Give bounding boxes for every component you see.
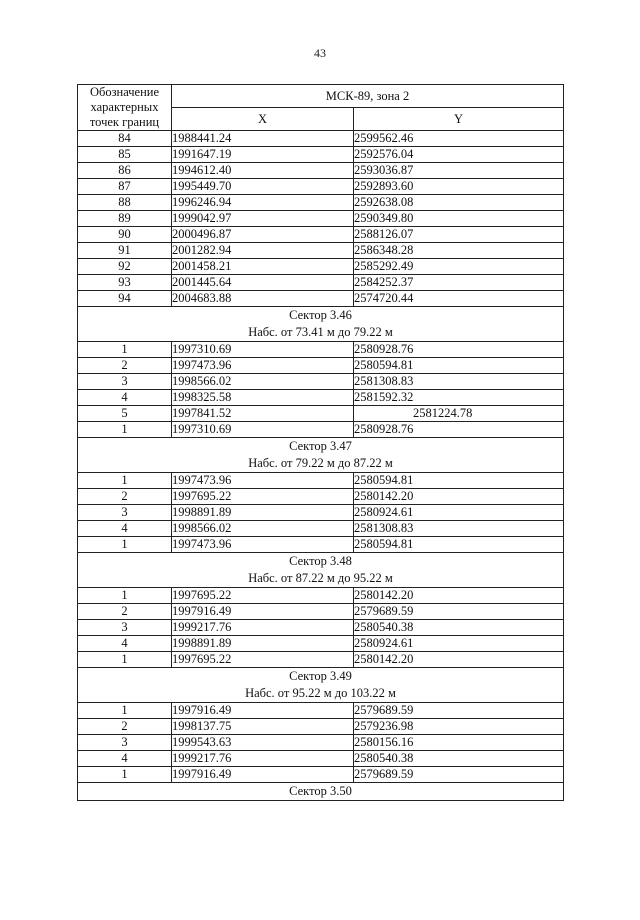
point-number-cell: 5 (78, 406, 172, 422)
x-coordinate-cell: 2000496.87 (172, 227, 354, 243)
sector-height-range: Набс. от 95.22 м до 103.22 м (245, 686, 396, 700)
sector-header (78, 668, 564, 703)
x-coordinate-cell: 1997916.49 (172, 604, 354, 620)
y-coordinate-cell: 2580156.16 (354, 735, 564, 751)
x-coordinate-cell: 1997473.96 (172, 537, 354, 553)
x-coordinate-cell: 2001282.94 (172, 243, 354, 259)
point-number-cell: 89 (78, 211, 172, 227)
sector-title: Сектор 3.48 (289, 554, 352, 568)
x-coordinate-cell: 1997695.22 (172, 652, 354, 668)
table-row (78, 703, 564, 719)
x-coordinate-cell: 1996246.94 (172, 195, 354, 211)
header-line: Обозначение (89, 85, 160, 99)
coordinate-system-header: МСК-89, зона 2 (172, 85, 564, 108)
table-row (78, 588, 564, 604)
point-number-cell: 88 (78, 195, 172, 211)
y-coordinate-cell: 2580594.81 (354, 537, 564, 553)
point-number-cell: 4 (78, 521, 172, 537)
y-coordinate-cell: 2580594.81 (354, 473, 564, 489)
y-coordinate-cell: 2581592.32 (354, 390, 564, 406)
table-row (78, 275, 564, 291)
point-number-cell: 4 (78, 390, 172, 406)
y-coordinate-cell: 2580924.61 (354, 636, 564, 652)
point-number-cell: 2 (78, 719, 172, 735)
y-column-header: Y (354, 108, 564, 131)
table-row (78, 537, 564, 553)
point-number-cell: 84 (78, 131, 172, 147)
point-number-cell: 1 (78, 767, 172, 783)
y-coordinate-cell: 2580924.61 (354, 505, 564, 521)
sector-row (78, 438, 564, 473)
y-coordinate-cell: 2590349.80 (354, 211, 564, 227)
sector-row (78, 668, 564, 703)
x-coordinate-cell: 1997473.96 (172, 473, 354, 489)
point-number-cell: 2 (78, 358, 172, 374)
y-coordinate-cell: 2580540.38 (354, 620, 564, 636)
table-row (78, 259, 564, 275)
y-coordinate-cell: 2579689.59 (354, 604, 564, 620)
table-row (78, 751, 564, 767)
table-row (78, 179, 564, 195)
point-number-cell: 2 (78, 604, 172, 620)
sector-height-range: Набс. от 79.22 м до 87.22 м (248, 456, 393, 470)
point-number-cell: 1 (78, 652, 172, 668)
table-row (78, 291, 564, 307)
table-row (78, 489, 564, 505)
table-row (78, 620, 564, 636)
point-number-cell: 87 (78, 179, 172, 195)
point-number-cell: 1 (78, 537, 172, 553)
x-coordinate-cell: 1997841.52 (172, 406, 354, 422)
sector-header (78, 307, 564, 342)
x-coordinate-cell: 2001445.64 (172, 275, 354, 291)
y-coordinate-cell: 2581308.83 (354, 521, 564, 537)
y-coordinate-cell: 2580142.20 (354, 489, 564, 505)
y-coordinate-cell: 2580142.20 (354, 588, 564, 604)
table-row (78, 473, 564, 489)
y-coordinate-cell: 2592576.04 (354, 147, 564, 163)
y-coordinate-cell: 2579689.59 (354, 703, 564, 719)
point-number-cell: 85 (78, 147, 172, 163)
x-coordinate-cell: 1988441.24 (172, 131, 354, 147)
table-row (78, 521, 564, 537)
y-coordinate-cell: 2580540.38 (354, 751, 564, 767)
x-coordinate-cell: 1999217.76 (172, 751, 354, 767)
sector-height-range: Набс. от 73.41 м до 79.22 м (248, 325, 393, 339)
point-number-cell: 1 (78, 422, 172, 438)
table-row (78, 227, 564, 243)
x-coordinate-cell: 1999217.76 (172, 620, 354, 636)
point-number-cell: 93 (78, 275, 172, 291)
table-body (78, 131, 564, 801)
x-coordinate-cell: 1999042.97 (172, 211, 354, 227)
sector-title: Сектор 3.47 (289, 439, 352, 453)
point-number-cell: 1 (78, 473, 172, 489)
x-coordinate-cell: 1998325.58 (172, 390, 354, 406)
point-number-cell: 92 (78, 259, 172, 275)
sector-row (78, 553, 564, 588)
x-coordinate-cell: 1994612.40 (172, 163, 354, 179)
x-coordinate-cell: 1999543.63 (172, 735, 354, 751)
table-row (78, 211, 564, 227)
x-coordinate-cell: 2004683.88 (172, 291, 354, 307)
table-row (78, 604, 564, 620)
y-coordinate-cell: 2581308.83 (354, 374, 564, 390)
x-coordinate-cell: 1997916.49 (172, 767, 354, 783)
y-coordinate-cell: 2574720.44 (354, 291, 564, 307)
y-coordinate-cell: 2584252.37 (354, 275, 564, 291)
point-number-cell: 2 (78, 489, 172, 505)
table-row (78, 767, 564, 783)
sector-title: Сектор 3.46 (289, 308, 352, 322)
sector-row (78, 307, 564, 342)
table-row (78, 131, 564, 147)
point-number-cell: 1 (78, 588, 172, 604)
sector-header (78, 553, 564, 588)
table-row (78, 636, 564, 652)
y-coordinate-cell: 2580928.76 (354, 422, 564, 438)
x-coordinate-cell: 1998566.02 (172, 521, 354, 537)
x-coordinate-cell: 1998891.89 (172, 636, 354, 652)
point-number-cell: 3 (78, 374, 172, 390)
y-coordinate-cell: 2592638.08 (354, 195, 564, 211)
sector-row (78, 783, 564, 801)
x-coordinate-cell: 1997916.49 (172, 703, 354, 719)
x-coordinate-cell: 1997695.22 (172, 489, 354, 505)
sector-title: Сектор 3.49 (289, 669, 352, 683)
point-number-cell: 1 (78, 703, 172, 719)
y-coordinate-cell: 2588126.07 (354, 227, 564, 243)
y-coordinate-cell: 2593036.87 (354, 163, 564, 179)
point-number-cell: 90 (78, 227, 172, 243)
x-coordinate-cell: 1998891.89 (172, 505, 354, 521)
table-row (78, 342, 564, 358)
x-coordinate-cell: 1997310.69 (172, 342, 354, 358)
point-number-cell: 1 (78, 342, 172, 358)
point-label-header (78, 85, 172, 131)
table-row (78, 735, 564, 751)
sector-header (78, 438, 564, 473)
table-row (78, 147, 564, 163)
table-row (78, 374, 564, 390)
y-coordinate-cell: 2580594.81 (354, 358, 564, 374)
x-coordinate-cell: 1995449.70 (172, 179, 354, 195)
point-number-cell: 4 (78, 636, 172, 652)
y-coordinate-cell: 2585292.49 (354, 259, 564, 275)
point-number-cell: 91 (78, 243, 172, 259)
point-number-cell: 4 (78, 751, 172, 767)
table-row (78, 163, 564, 179)
x-coordinate-cell: 1997310.69 (172, 422, 354, 438)
table-row (78, 719, 564, 735)
point-number-cell: 94 (78, 291, 172, 307)
table-row (78, 195, 564, 211)
x-coordinate-cell: 1997473.96 (172, 358, 354, 374)
x-coordinate-cell: 1998137.75 (172, 719, 354, 735)
y-coordinate-cell: 2579236.98 (354, 719, 564, 735)
point-number-cell: 3 (78, 505, 172, 521)
y-coordinate-cell: 2581224.78 (354, 406, 564, 422)
y-coordinate-cell: 2592893.60 (354, 179, 564, 195)
x-column-header: X (172, 108, 354, 131)
x-coordinate-cell: 1997695.22 (172, 588, 354, 604)
table-row (78, 358, 564, 374)
x-coordinate-cell: 1998566.02 (172, 374, 354, 390)
y-coordinate-cell: 2599562.46 (354, 131, 564, 147)
point-number-cell: 3 (78, 620, 172, 636)
table-row (78, 406, 564, 422)
table-row (78, 505, 564, 521)
table-row (78, 243, 564, 259)
sector-height-range: Набс. от 87.22 м до 95.22 м (248, 571, 393, 585)
y-coordinate-cell: 2580142.20 (354, 652, 564, 668)
sector-header (78, 783, 564, 801)
y-coordinate-cell: 2580928.76 (354, 342, 564, 358)
coordinates-table (77, 84, 564, 801)
header-line: характерных (90, 100, 159, 114)
table-row (78, 422, 564, 438)
point-number-cell: 86 (78, 163, 172, 179)
x-coordinate-cell: 2001458.21 (172, 259, 354, 275)
header-line: точек границ (89, 115, 160, 129)
y-coordinate-cell: 2579689.59 (354, 767, 564, 783)
point-number-cell: 3 (78, 735, 172, 751)
table-row (78, 652, 564, 668)
page-number: 43 (314, 46, 326, 60)
sector-title: Сектор 3.50 (289, 784, 352, 798)
x-coordinate-cell: 1991647.19 (172, 147, 354, 163)
y-coordinate-cell: 2586348.28 (354, 243, 564, 259)
table-row (78, 390, 564, 406)
